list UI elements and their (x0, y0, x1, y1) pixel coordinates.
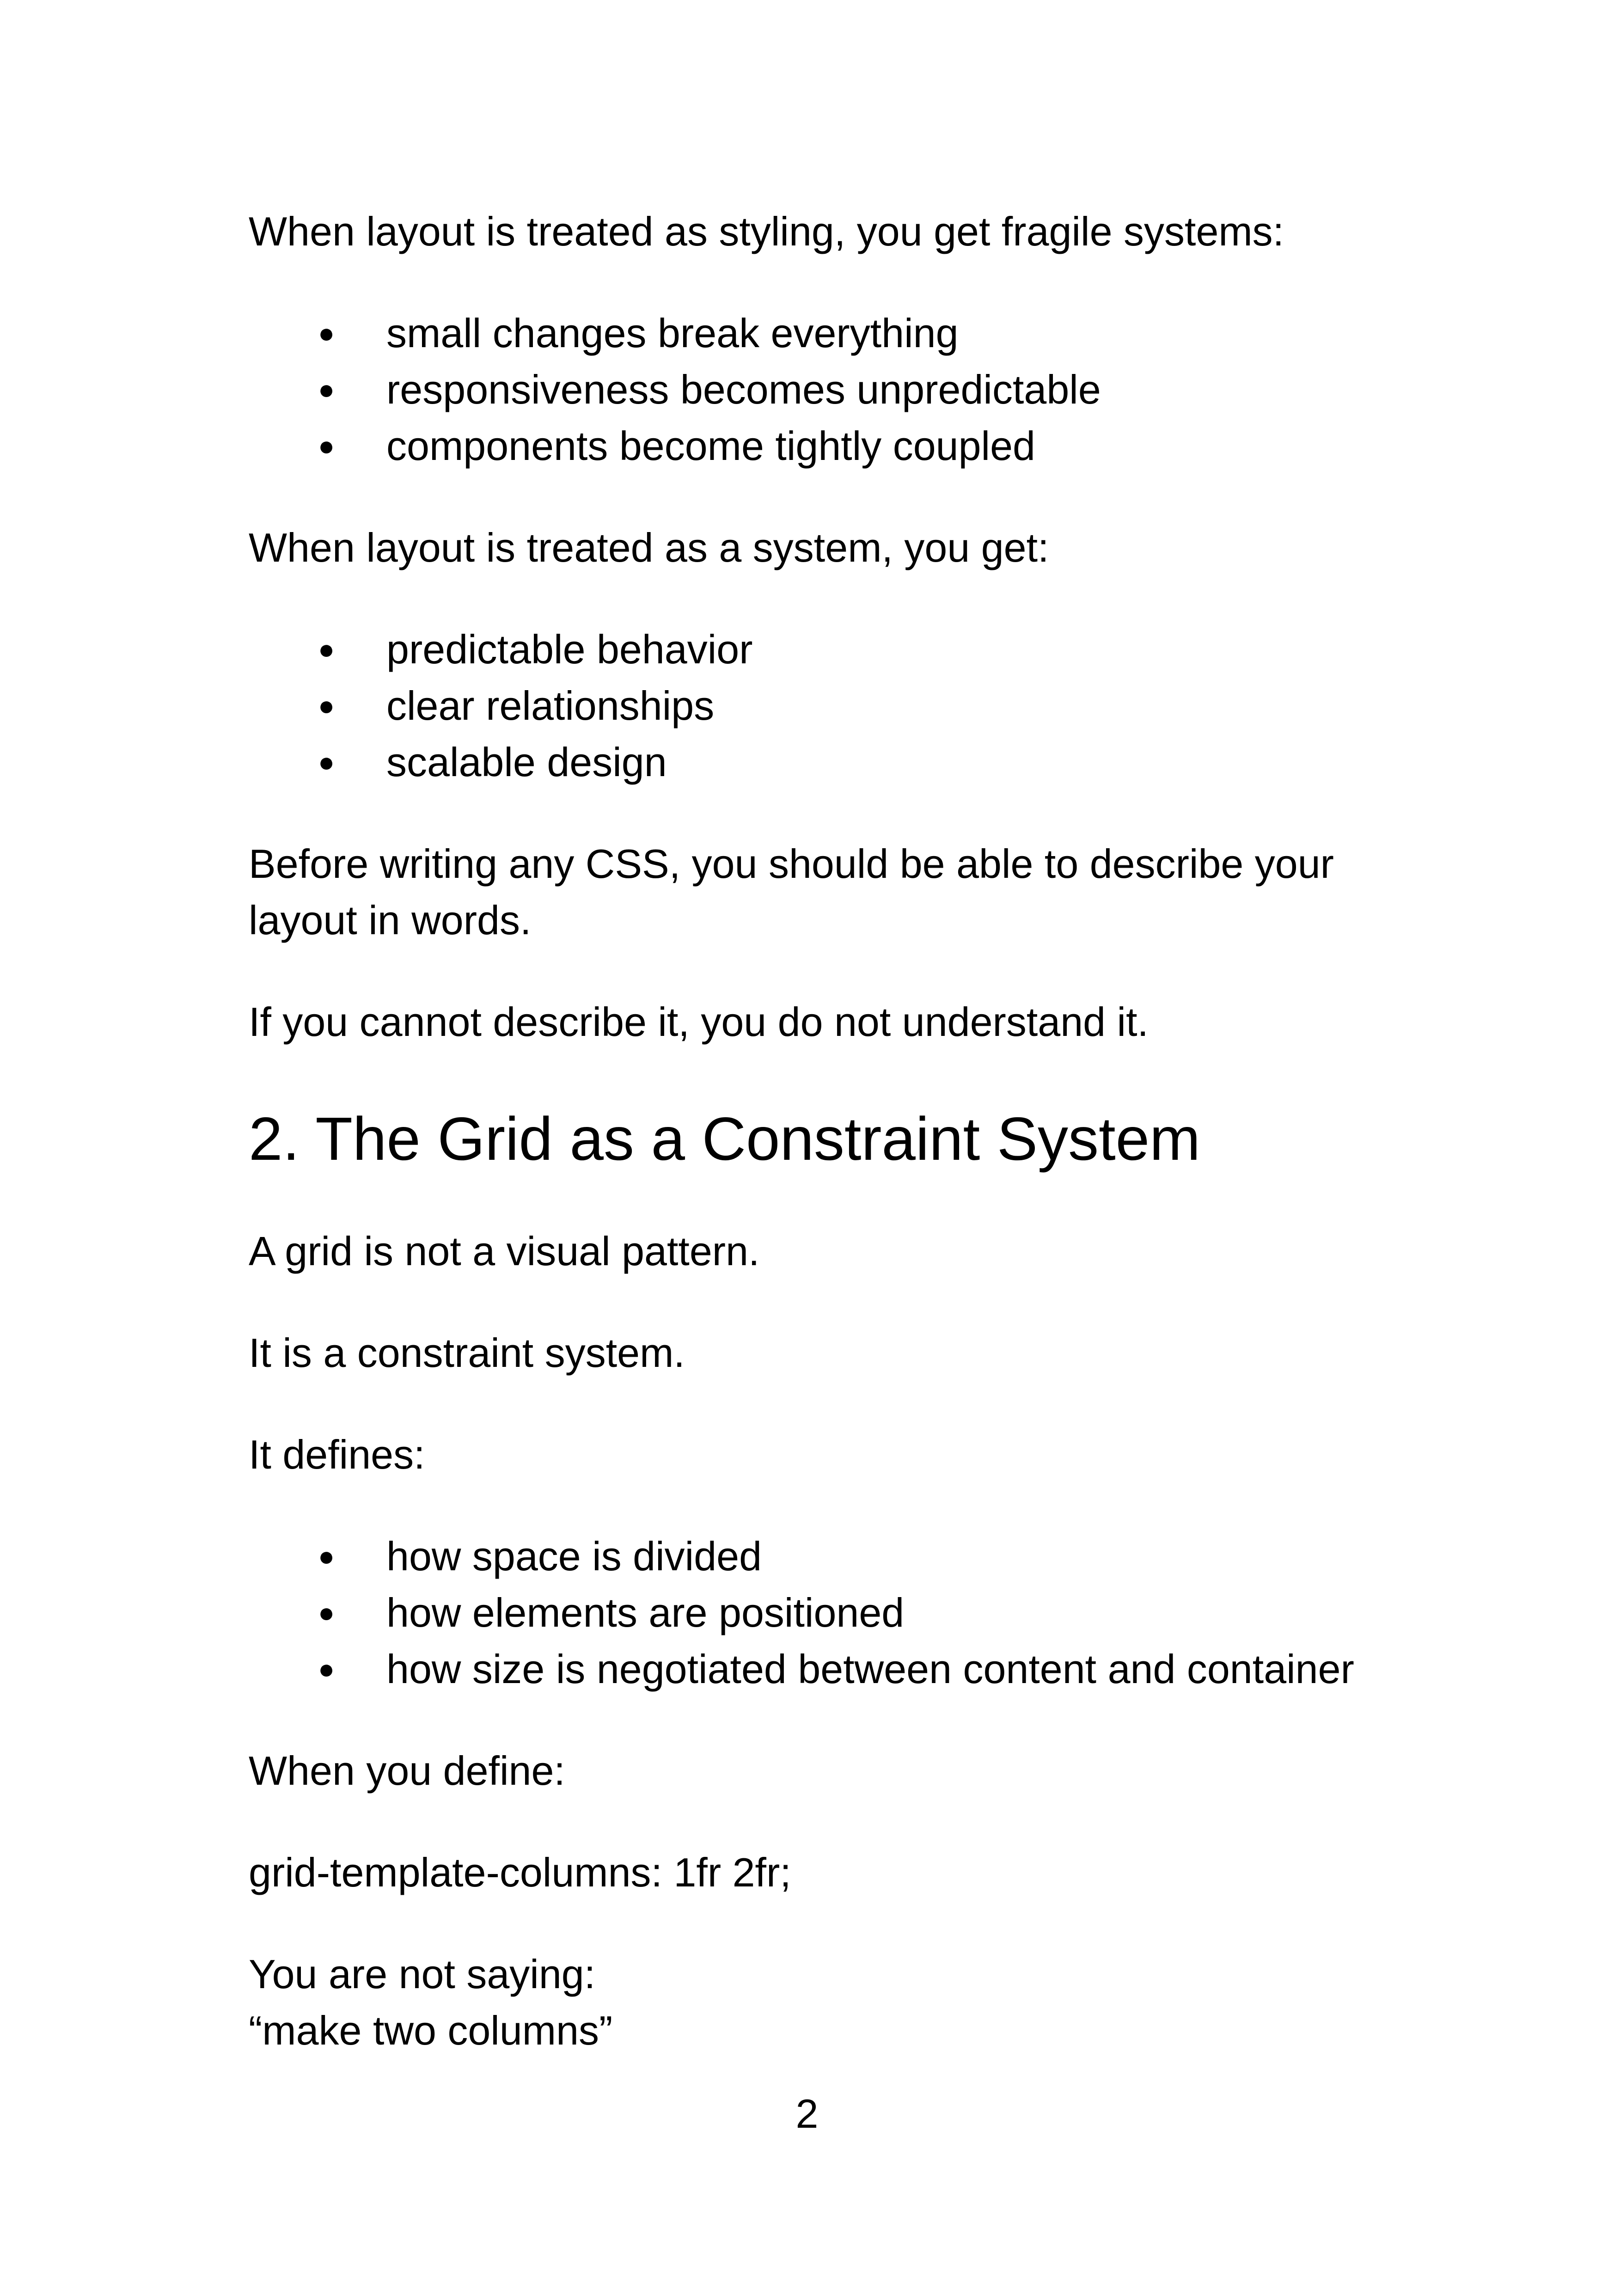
paragraph-styling-intro: When layout is treated as styling, you get fragile systems: (249, 208, 1284, 254)
bullet-icon: ● (318, 1541, 335, 1572)
paragraph-when-define: When you define: (249, 1748, 565, 1794)
section-heading: 2. The Grid as a Constraint System (249, 1105, 1201, 1173)
list-item: ● how space is divided (249, 1528, 1432, 1585)
list-grid-defines (249, 1528, 1432, 1697)
page-number: 2 (795, 2091, 819, 2137)
bullet-icon: ● (318, 1653, 335, 1684)
code-example: grid-template-columns: 1fr 2fr; (249, 1849, 791, 1895)
list-item: ● how elements are positioned (249, 1585, 1432, 1641)
bullet-icon: ● (318, 374, 335, 405)
paragraph-understand: If you cannot describe it, you do not understand it. (249, 999, 1149, 1045)
paragraph-it-defines: It defines: (249, 1432, 425, 1477)
paragraph-grid-not-visual: A grid is not a visual pattern. (249, 1228, 760, 1274)
list-item: ● responsiveness becomes unpredictable (249, 361, 1432, 418)
paragraph-css-advice: Before writing any CSS, you should be able to describe your layout in words. (249, 841, 1334, 943)
paragraph-system-intro: When layout is treated as a system, you get: (249, 525, 1049, 570)
list-styling-problems (249, 305, 1432, 474)
list-system-benefits (249, 621, 1432, 790)
bullet-icon: ● (318, 747, 335, 778)
list-item: ● small changes break everything (249, 305, 1432, 361)
list-item: ● predictable behavior (249, 621, 1432, 678)
list-item: ● scalable design (249, 734, 1432, 790)
bullet-icon: ● (318, 690, 335, 721)
paragraph-grid-constraint: It is a constraint system. (249, 1330, 685, 1376)
list-item: ● how size is negotiated between content and container (249, 1641, 1432, 1697)
bullet-icon: ● (318, 318, 335, 349)
list-item: ● components become tightly coupled (249, 418, 1432, 474)
bullet-icon: ● (318, 430, 335, 461)
bullet-icon: ● (318, 634, 335, 665)
list-item: ● clear relationships (249, 678, 1432, 734)
bullet-icon: ● (318, 1597, 335, 1628)
paragraph-not-saying: You are not saying: “make two columns” (249, 1951, 613, 2053)
page-content (249, 203, 1432, 2059)
